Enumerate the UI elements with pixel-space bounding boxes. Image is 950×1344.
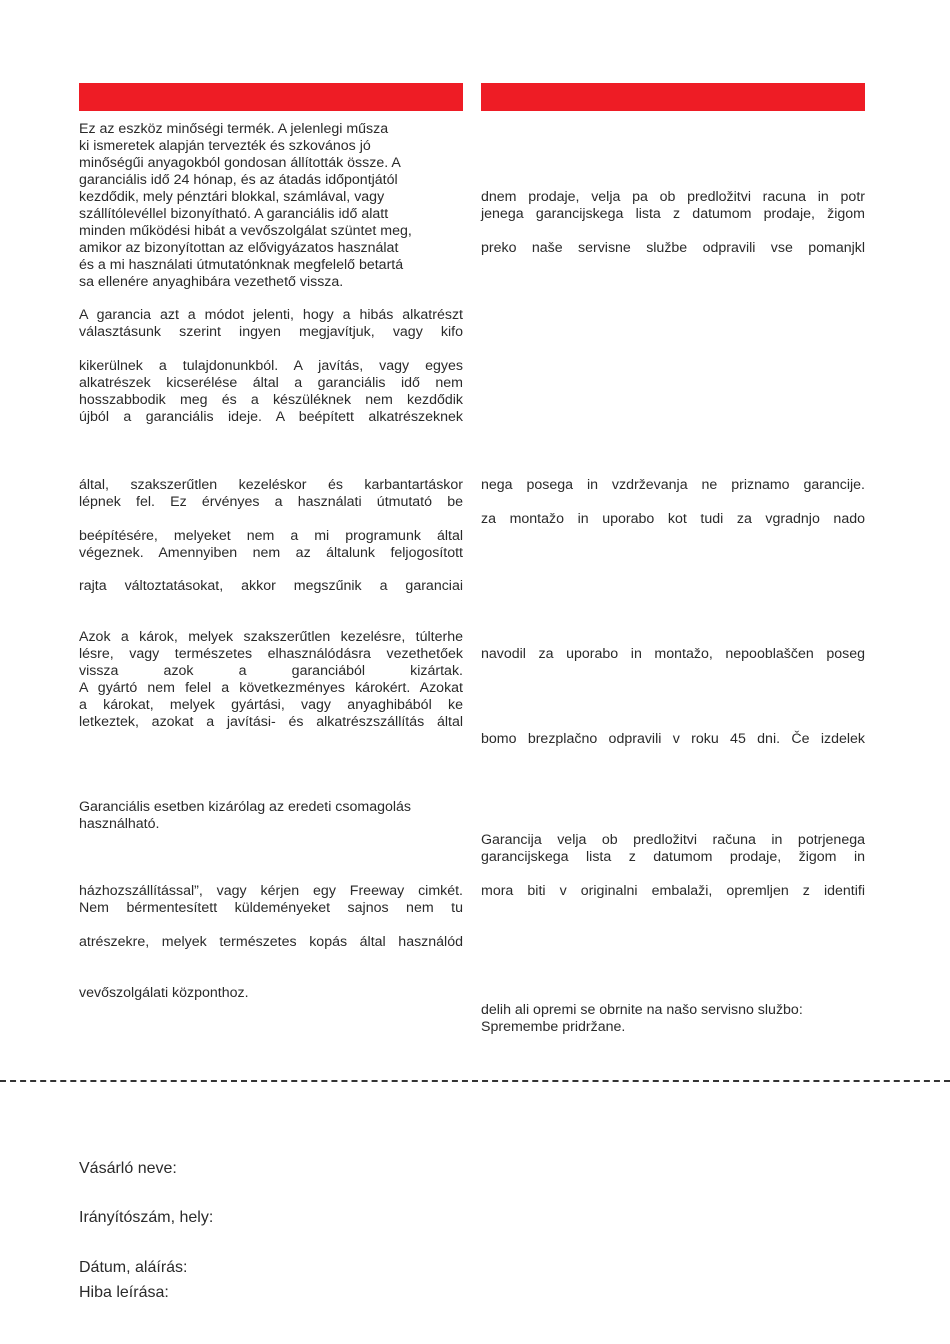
date-signature-label: Dátum, aláírás: bbox=[79, 1259, 188, 1276]
left-paragraph-service-center: vevőszolgálati központhoz. bbox=[79, 985, 249, 1001]
right-paragraph-no-warranty: nega posega in vzdrževanja ne priznamo garancije. bbox=[481, 477, 865, 493]
buyer-name-label: Vásárló neve: bbox=[79, 1160, 177, 1177]
left-paragraph-warranty-intro: Ez az eszköz minőségi termék. A jelenlegi műsza ki ismeretek alapján tervezték és szkovános jó minőségűi anyagokból gondosan állították össze. A garanciális idő 24 hónap, és az átadás időpontjától kezdődik, mely pénztári blokkal, számlával, vagy szállítólevéllel bizonyítható. A garanciális idő alatt minden működési hibát a vevőszolgálat szüntet meg, amikor az bizonyítottan az elővigyázatos használat és a mi használati útmutatónknak megfelelő betartá sa ellenére anyaghibára vezethető vissza. bbox=[79, 121, 412, 290]
left-paragraph-improper-handling: által, szakszerűtlen kezeléskor és karbantartáskor lépnek fel. Ez érvényes a használati útmutató be bbox=[79, 477, 463, 510]
left-paragraph-parts-ownership: kikerülnek a tulajdonunkból. A javítás, vagy egyes alkatrészek kicserélése által a garanciális idő nem hosszabbodik meg és a készüléknek nem kezdődik újból a garanciális ideje. A beépített alkatrészeknek bbox=[79, 358, 463, 425]
fault-description-label: Hiba leírása: bbox=[79, 1284, 169, 1301]
left-header-bar bbox=[79, 83, 463, 111]
left-paragraph-installation: beépítésére, melyeket nem a mi programunk által végeznek. Amennyiben nem az általunk feljogosított bbox=[79, 528, 463, 561]
right-paragraph-service-fix: preko naše servisne službe odpravili vse pomanjkl bbox=[481, 240, 865, 256]
left-paragraph-exclusions: Azok a károk, melyek szakszerűtlen kezelésre, túlterhe lésre, vagy természetes elhasználódásra vezethetőek vissza azok a garanciából kizártak. A gyártó nem felel a következményes károkért. Azokat a károkat, melyek gyártási, vagy anyaghibából ke letkeztek, azokat a javítási- és alkatrészszállítás által bbox=[79, 629, 463, 730]
left-paragraph-packaging: Garanciális esetben kizárólag az eredeti csomagolás használható. bbox=[79, 799, 412, 832]
right-paragraph-mounting: za montažo in uporabo kot tudi za vgradnjo nado bbox=[481, 511, 865, 527]
left-paragraph-changes: rajta változtatásokat, akkor megszűnik a garanciai bbox=[79, 578, 463, 594]
right-paragraph-free-repair: bomo brezplačno odpravili v roku 45 dni. Če izdelek bbox=[481, 731, 865, 747]
right-paragraph-contact-service: delih ali opremi se obrnite na našo servisno službo: Spremembe pridržane. bbox=[481, 1002, 803, 1035]
right-paragraph-sale-date: dnem prodaje, velja pa ob predložitvi racuna in potr jenega garancijskega lista z datumom prodaje, žigom bbox=[481, 189, 865, 222]
zip-place-label: Irányítószám, hely: bbox=[79, 1209, 214, 1226]
left-paragraph-warranty-repair: A garancia azt a módot jelenti, hogy a hibás alkatrészt választásunk szerint ingyen megjavítjuk, vagy kifo bbox=[79, 307, 463, 340]
left-paragraph-shipping: házhozszállítással”, vagy kérjen egy Freeway cimkét. Nem bérmentesített küldeményeket sajnos nem tu bbox=[79, 883, 463, 916]
cut-line bbox=[0, 1080, 950, 1082]
right-paragraph-instructions: navodil za uporabo in montažo, nepooblaščen poseg bbox=[481, 646, 865, 662]
left-paragraph-wear-parts: atrészekre, melyek természetes kopás által használód bbox=[79, 934, 463, 950]
right-header-bar bbox=[481, 83, 865, 111]
right-paragraph-warranty-valid: Garancija velja ob predložitvi računa in potrjenega garancijskega lista z datumom prodaje, žigom in bbox=[481, 832, 865, 865]
right-paragraph-packaging: mora biti v originalni embalaži, opremljen z identifi bbox=[481, 883, 865, 899]
